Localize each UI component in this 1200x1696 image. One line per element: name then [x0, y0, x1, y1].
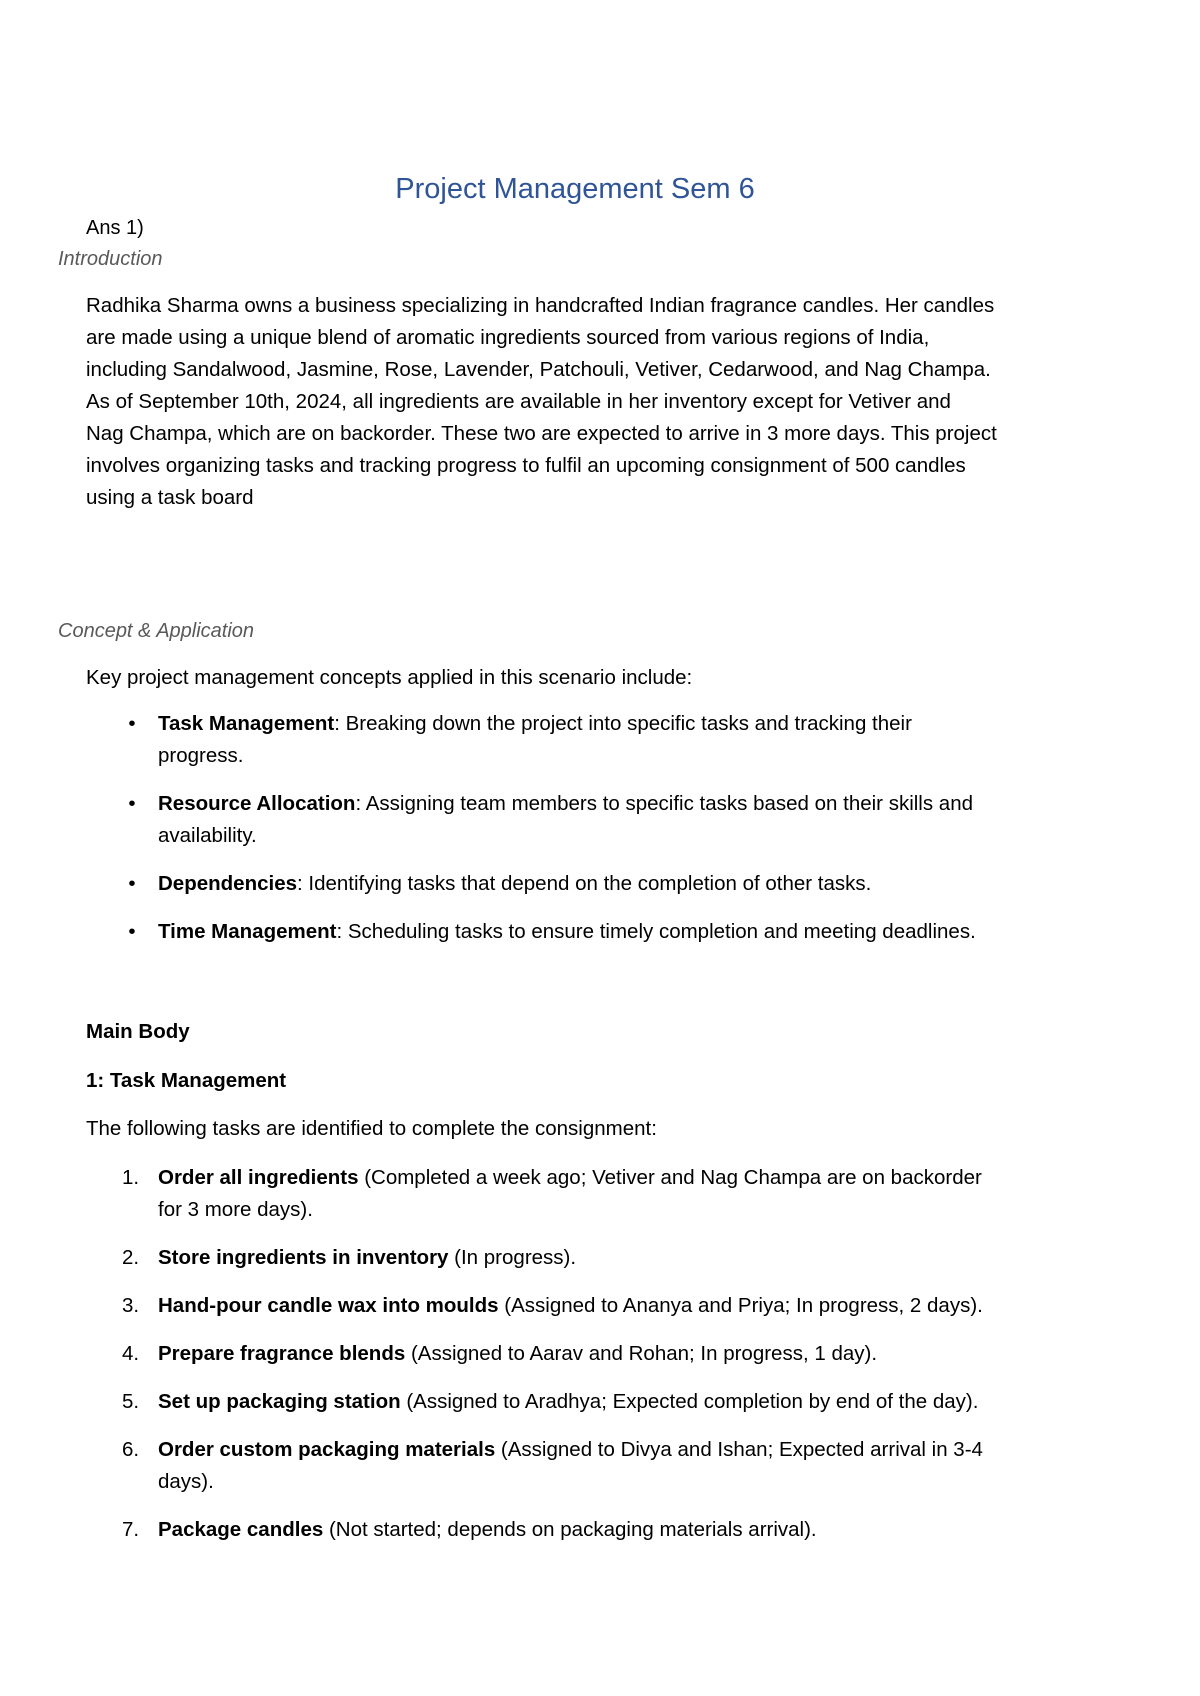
task-detail: (Assigned to Ananya and Priya; In progress, 2 days).	[498, 1294, 983, 1317]
intro-line: including Sandalwood, Jasmine, Rose, Lavender, Patchouli, Vetiver, Cedarwood, and Nag Champa.	[86, 358, 991, 381]
list-item	[86, 1434, 1086, 1498]
list-item	[86, 708, 1086, 772]
task-detail: (Not started; depends on packaging materials arrival).	[323, 1518, 817, 1541]
bullet-icon: •	[128, 792, 136, 815]
task-detail: (Completed a week ago; Vetiver and Nag Champa are on backorder	[358, 1166, 982, 1189]
answer-label: Ans 1)	[86, 217, 144, 239]
task-name: Order custom packaging materials	[158, 1438, 496, 1461]
bullet-text: : Scheduling tasks to ensure timely completion and meeting deadlines.	[336, 920, 976, 943]
task-detail-continued: for 3 more days).	[158, 1198, 313, 1221]
bullet-term: Task Management	[158, 712, 335, 735]
task-number: 5.	[122, 1390, 140, 1413]
document-title: Project Management Sem 6	[395, 173, 755, 205]
task-name: Order all ingredients	[158, 1166, 359, 1189]
task-number: 6.	[122, 1438, 140, 1461]
list-item	[86, 1290, 1086, 1322]
task-name: Package candles	[158, 1518, 324, 1541]
intro-line: using a task board	[86, 486, 254, 509]
list-item	[86, 1242, 1086, 1274]
introduction-heading: Introduction	[58, 248, 163, 270]
task-number: 1.	[122, 1166, 140, 1189]
list-item	[86, 1514, 1086, 1546]
task-name: Hand-pour candle wax into moulds	[158, 1294, 499, 1317]
intro-line: Nag Champa, which are on backorder. These two are expected to arrive in 3 more days. This project	[86, 422, 997, 445]
task-detail: (Assigned to Divya and Ishan; Expected arrival in 3-4	[495, 1438, 983, 1461]
bullet-icon: •	[128, 712, 136, 735]
intro-line: Radhika Sharma owns a business specializing in handcrafted Indian fragrance candles. Her candles	[86, 294, 995, 317]
task-name: Store ingredients in inventory	[158, 1246, 449, 1269]
bullet-term: Dependencies	[158, 872, 297, 895]
task-number: 3.	[122, 1294, 140, 1317]
intro-line: As of September 10th, 2024, all ingredients are available in her inventory except for Vetiver and	[86, 390, 951, 413]
intro-line: involves organizing tasks and tracking progress to fulfil an upcoming consignment of 500 candles	[86, 454, 966, 477]
bullet-icon: •	[128, 920, 136, 943]
concept-bullet-list	[86, 708, 1086, 964]
task-number: 4.	[122, 1342, 140, 1365]
task-detail: (Assigned to Aarav and Rohan; In progress, 1 day).	[405, 1342, 878, 1365]
task-number: 2.	[122, 1246, 140, 1269]
task-detail: (In progress).	[448, 1246, 577, 1269]
bullet-text-continued: progress.	[158, 744, 244, 767]
list-item	[86, 1386, 1086, 1418]
task-name: Set up packaging station	[158, 1390, 401, 1413]
task-detail: (Assigned to Aradhya; Expected completion by end of the day).	[400, 1390, 979, 1413]
task-management-subheading: 1: Task Management	[86, 1069, 287, 1092]
list-item	[86, 1338, 1086, 1370]
list-item	[86, 788, 1086, 852]
task-list	[86, 1162, 1086, 1562]
task-name: Prepare fragrance blends	[158, 1342, 406, 1365]
bullet-term: Resource Allocation	[158, 792, 356, 815]
bullet-text: : Assigning team members to specific tasks based on their skills and	[355, 792, 974, 815]
list-item	[86, 1162, 1086, 1226]
introduction-paragraph	[86, 290, 1086, 514]
concept-heading: Concept & Application	[58, 620, 255, 642]
concept-intro: Key project management concepts applied in this scenario include:	[86, 666, 693, 689]
bullet-text: : Identifying tasks that depend on the completion of other tasks.	[297, 872, 872, 895]
bullet-text: : Breaking down the project into specific tasks and tracking their	[334, 712, 912, 735]
list-item	[86, 868, 1086, 900]
task-number: 7.	[122, 1518, 140, 1541]
list-item	[86, 916, 1086, 948]
tasks-intro: The following tasks are identified to complete the consignment:	[86, 1117, 657, 1140]
task-detail-continued: days).	[158, 1470, 214, 1493]
intro-line: are made using a unique blend of aromatic ingredients sourced from various regions of India,	[86, 326, 930, 349]
main-body-heading: Main Body	[86, 1020, 190, 1043]
bullet-term: Time Management	[158, 920, 337, 943]
bullet-icon: •	[128, 872, 136, 895]
bullet-text-continued: availability.	[158, 824, 257, 847]
